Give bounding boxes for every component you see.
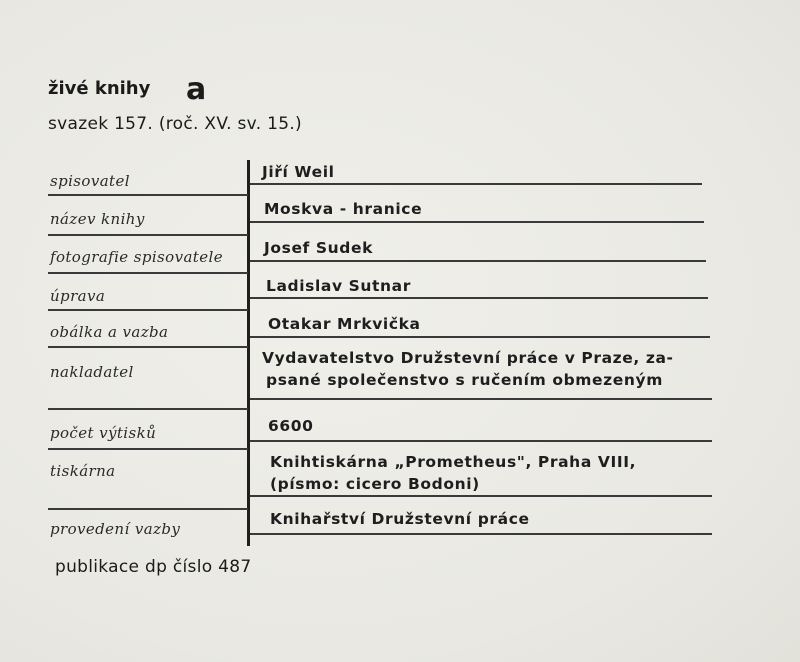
row-separator xyxy=(48,194,248,196)
value-printer-line1: Knihtiskárna „Prometheus", Praha VIII, xyxy=(270,453,637,471)
value-publisher-line2: psané společenstvo s ručením obmezeným xyxy=(266,371,663,389)
value-publisher-line1: Vydavatelstvo Družstevní práce v Praze, za- xyxy=(262,349,674,367)
value-cover: Otakar Mrkvička xyxy=(268,315,421,333)
volume-info: svazek 157. (roč. XV. sv. 15.) xyxy=(48,114,302,134)
row-separator xyxy=(48,448,248,450)
row-separator xyxy=(48,272,248,274)
row-separator xyxy=(250,260,706,262)
row-separator xyxy=(250,297,708,299)
label-printer: tiskárna xyxy=(50,462,116,480)
row-separator xyxy=(48,234,248,236)
row-separator xyxy=(48,346,248,348)
row-separator xyxy=(250,495,712,497)
label-title: název knihy xyxy=(50,210,145,228)
series-logo: a xyxy=(186,72,207,107)
row-separator xyxy=(48,408,248,410)
publication-number: publikace dp číslo 487 xyxy=(55,557,252,577)
series-title: živé knihy xyxy=(48,78,151,99)
table-divider xyxy=(247,160,250,546)
value-print-run: 6600 xyxy=(268,417,314,435)
label-publisher: nakladatel xyxy=(50,363,134,381)
label-print-run: počet výtisků xyxy=(50,424,157,442)
row-separator xyxy=(250,183,702,185)
label-cover: obálka a vazba xyxy=(50,323,169,341)
label-author: spisovatel xyxy=(50,172,130,190)
row-separator xyxy=(48,508,248,510)
label-binding: provedení vazby xyxy=(50,520,181,538)
row-separator xyxy=(250,398,712,400)
value-author: Jiří Weil xyxy=(262,163,335,181)
value-design: Ladislav Sutnar xyxy=(266,277,411,295)
value-binding: Knihařství Družstevní práce xyxy=(270,510,530,528)
value-title: Moskva - hranice xyxy=(264,200,423,218)
row-separator xyxy=(48,309,248,311)
label-photographer: fotografie spisovatele xyxy=(50,248,223,266)
row-separator xyxy=(250,440,712,442)
row-separator xyxy=(250,533,712,535)
label-design: úprava xyxy=(50,287,106,305)
row-separator xyxy=(250,336,710,338)
value-printer-line2: (písmo: cicero Bodoni) xyxy=(270,475,480,493)
row-separator xyxy=(250,221,704,223)
value-photographer: Josef Sudek xyxy=(264,239,374,257)
